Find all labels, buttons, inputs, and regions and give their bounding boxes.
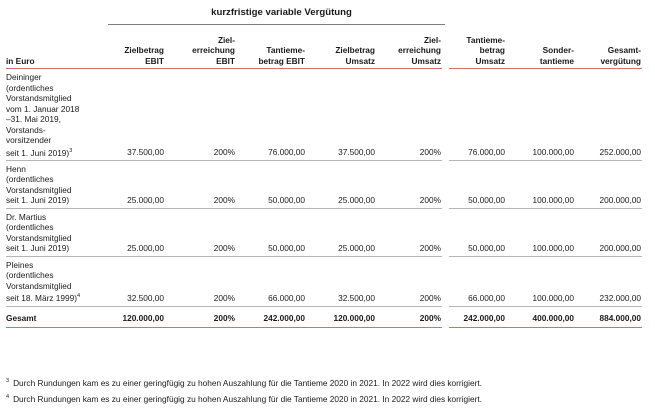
zielerreichung-umsatz-cell: 200% — [376, 160, 442, 208]
total-zielerreichung-umsatz: 200% — [376, 306, 442, 327]
table-row — [6, 208, 642, 256]
footnote-text: Durch Rundungen kam es zu einer geringfügig zu hohen Auszahlung für die Tantieme 2020 in 2021. In 2022 wird dies korrigiert. — [13, 378, 482, 388]
table-row — [6, 256, 642, 306]
tantieme-ebit-cell: 50.000,00 — [236, 208, 306, 256]
col-gap — [442, 306, 449, 327]
footnote-mark: 4 — [6, 394, 10, 400]
member-name-cell: Dr. Martius (ordentliches Vorstandsmitglied seit 1. Juni 2019) — [6, 208, 110, 256]
total-row — [6, 306, 642, 327]
col-gap — [442, 208, 449, 256]
total-gesamtverguetung: 884.000,00 — [575, 306, 642, 327]
tantieme-ebit-cell: 76.000,00 — [236, 69, 306, 161]
col-header-zielbetrag-ebit: Zielbetrag EBIT — [110, 28, 165, 69]
gesamtverguetung-cell: 200.000,00 — [575, 208, 642, 256]
table-row — [6, 160, 642, 208]
zielerreichung-umsatz-cell: 200% — [376, 256, 442, 306]
zielbetrag-umsatz-cell: 25.000,00 — [306, 160, 376, 208]
col-gap — [442, 28, 449, 69]
group-header-rule — [108, 24, 445, 25]
col-header-sondertantieme: Sonder- tantieme — [506, 28, 575, 69]
zielerreichung-ebit-cell: 200% — [165, 256, 236, 306]
zielerreichung-ebit-cell: 200% — [165, 208, 236, 256]
zielerreichung-umsatz-cell: 200% — [376, 69, 442, 161]
col-header-tantieme-umsatz: Tantieme- betrag Umsatz — [449, 28, 506, 69]
footnote-ref: 3 — [69, 147, 73, 154]
col-header-zielbetrag-umsatz: Zielbetrag Umsatz — [306, 28, 376, 69]
tantieme-ebit-cell: 66.000,00 — [236, 256, 306, 306]
footnote-3 — [6, 378, 482, 388]
zielbetrag-umsatz-cell: 37.500,00 — [306, 69, 376, 161]
table-row — [6, 69, 642, 161]
zielerreichung-ebit-cell: 200% — [165, 160, 236, 208]
footnote-mark: 3 — [6, 378, 10, 384]
col-header-zielerreichung-umsatz: Ziel- erreichung Umsatz — [376, 28, 442, 69]
total-zielerreichung-ebit: 200% — [165, 306, 236, 327]
total-tantieme-umsatz: 242.000,00 — [449, 306, 506, 327]
tantieme-umsatz-cell: 76.000,00 — [449, 69, 506, 161]
tantieme-umsatz-cell: 50.000,00 — [449, 208, 506, 256]
footnote-ref: 4 — [77, 293, 81, 300]
footnote-4 — [6, 394, 482, 404]
col-gap — [442, 69, 449, 161]
total-zielbetrag-ebit: 120.000,00 — [110, 306, 165, 327]
tantieme-umsatz-cell: 50.000,00 — [449, 160, 506, 208]
member-name-cell: Deininger (ordentliches Vorstandsmitglied vom 1. Januar 2018 –31. Mai 2019, Vorstands- vorsitzender seit 1. Juni 2019)$^3$ — [6, 69, 110, 161]
zielerreichung-ebit-cell: 200% — [165, 69, 236, 161]
col-header-unit: in Euro — [6, 28, 110, 69]
zielerreichung-umsatz-cell: 200% — [376, 208, 442, 256]
compensation-table — [6, 28, 642, 328]
footnote-text: Durch Rundungen kam es zu einer geringfügig zu hohen Auszahlung für die Tantieme 2020 in 2021. In 2022 wird dies korrigiert. — [13, 394, 482, 404]
zielbetrag-ebit-cell: 25.000,00 — [110, 208, 165, 256]
gesamtverguetung-cell: 200.000,00 — [575, 160, 642, 208]
total-label: Gesamt — [6, 306, 110, 327]
zielbetrag-ebit-cell: 37.500,00 — [110, 69, 165, 161]
col-gap — [442, 160, 449, 208]
sondertantieme-cell: 100.000,00 — [506, 160, 575, 208]
header-row — [6, 28, 642, 69]
sondertantieme-cell: 100.000,00 — [506, 256, 575, 306]
col-header-tantieme-ebit: Tantieme- betrag EBIT — [236, 28, 306, 69]
col-header-gesamtverguetung: Gesamt- vergütung — [575, 28, 642, 69]
sondertantieme-cell: 100.000,00 — [506, 69, 575, 161]
total-zielbetrag-umsatz: 120.000,00 — [306, 306, 376, 327]
member-name-cell: Pleines (ordentliches Vorstandsmitglied seit 18. März 1999)$^4$ — [6, 256, 110, 306]
gesamtverguetung-cell: 232.000,00 — [575, 256, 642, 306]
total-tantieme-ebit: 242.000,00 — [236, 306, 306, 327]
zielbetrag-umsatz-cell: 32.500,00 — [306, 256, 376, 306]
col-gap — [442, 256, 449, 306]
zielbetrag-umsatz-cell: 25.000,00 — [306, 208, 376, 256]
col-header-zielerreichung-ebit: Ziel- erreichung EBIT — [165, 28, 236, 69]
group-header: kurzfristige variable Vergütung — [211, 7, 352, 18]
sondertantieme-cell: 100.000,00 — [506, 208, 575, 256]
zielbetrag-ebit-cell: 25.000,00 — [110, 160, 165, 208]
tantieme-ebit-cell: 50.000,00 — [236, 160, 306, 208]
total-sondertantieme: 400.000,00 — [506, 306, 575, 327]
gesamtverguetung-cell: 252.000,00 — [575, 69, 642, 161]
member-name-cell: Henn (ordentliches Vorstandsmitglied seit 1. Juni 2019) — [6, 160, 110, 208]
zielbetrag-ebit-cell: 32.500,00 — [110, 256, 165, 306]
tantieme-umsatz-cell: 66.000,00 — [449, 256, 506, 306]
